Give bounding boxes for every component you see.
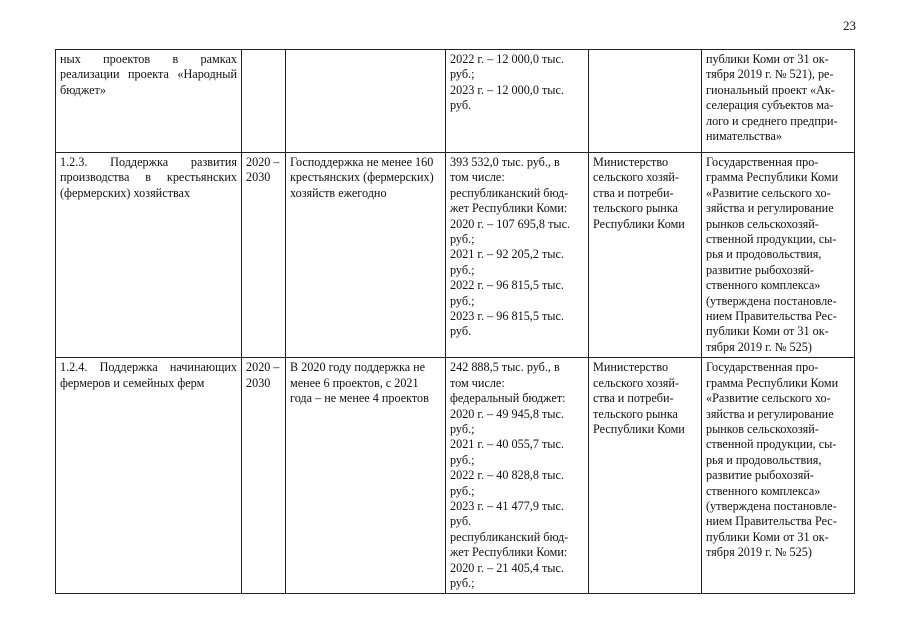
period-cell (242, 50, 286, 153)
period-cell: 2020 – 2030 (242, 358, 286, 594)
period-cell: 2020 – 2030 (242, 153, 286, 358)
indicator-cell: В 2020 году поддержка не менее 6 проектов, с 2021 года – не менее 4 проектов (286, 358, 446, 594)
item-cell: 1.2.4. Поддержка начинающих фермеров и семейных ферм (56, 358, 242, 594)
document-cell: публики Коми от 31 ок- тября 2019 г. № 521), ре- гиональный проект «Ак- селерация субъектов ма- лого и среднего предпри- нимательства» (702, 50, 855, 153)
page-number: 23 (843, 18, 856, 33)
indicator-cell: Господдержка не менее 160 крестьянских (фермерских) хозяйств ежегодно (286, 153, 446, 358)
table-row (56, 50, 855, 153)
table-row (56, 153, 855, 358)
item-cell: ных проектов в рамках реализации проекта «Народный бюджет» (56, 50, 242, 153)
indicator-cell (286, 50, 446, 153)
funding-cell: 393 532,0 тыс. руб., в том числе: республиканский бюд- жет Республики Коми: 2020 г. – 107 695,8 тыс. руб.; 2021 г. – 92 205,2 тыс. руб.; 2022 г. – 96 815,5 тыс. руб.; 2023 г. – 96 815,5 тыс. руб. (446, 153, 589, 358)
funding-cell: 242 888,5 тыс. руб., в том числе: федеральный бюджет: 2020 г. – 49 945,8 тыс. руб.; 2021 г. – 40 055,7 тыс. руб.; 2022 г. – 40 828,8 тыс. руб.; 2023 г. – 41 477,9 тыс. руб. республиканский бюд- жет Республики Коми: 2020 г. – 21 405,4 тыс. руб.; (446, 358, 589, 594)
item-cell: 1.2.3. Поддержка развития производства в крестьянских (фермерских) хозяйствах (56, 153, 242, 358)
executor-cell: Министерство сельского хозяй- ства и потреби- тельского рынка Республики Коми (589, 358, 702, 594)
executor-cell: Министерство сельского хозяй- ства и потреби- тельского рынка Республики Коми (589, 153, 702, 358)
document-cell: Государственная про- грамма Республики Коми «Развитие сельского хо- зяйства и регулирование рынков сельскохозяй- ственной продукции, сы- рья и продовольствия, развитие рыбохозяй- ственного комплекса» (утверждена постановле- нием Правительства Рес- публики Коми от 31 ок- тября 2019 г. № 525) (702, 358, 855, 594)
executor-cell (589, 50, 702, 153)
document-cell: Государственная про- грамма Республики Коми «Развитие сельского хо- зяйства и регулирование рынков сельскохозяй- ственной продукции, сы- рья и продовольствия, развитие рыбохозяй- ственного комплекса» (утверждена постановле- нием Правительства Рес- публики Коми от 31 ок- тября 2019 г. № 525) (702, 153, 855, 358)
funding-cell: 2022 г. – 12 000,0 тыс. руб.; 2023 г. – 12 000,0 тыс. руб. (446, 50, 589, 153)
measures-table (55, 49, 855, 594)
table-row (56, 358, 855, 594)
